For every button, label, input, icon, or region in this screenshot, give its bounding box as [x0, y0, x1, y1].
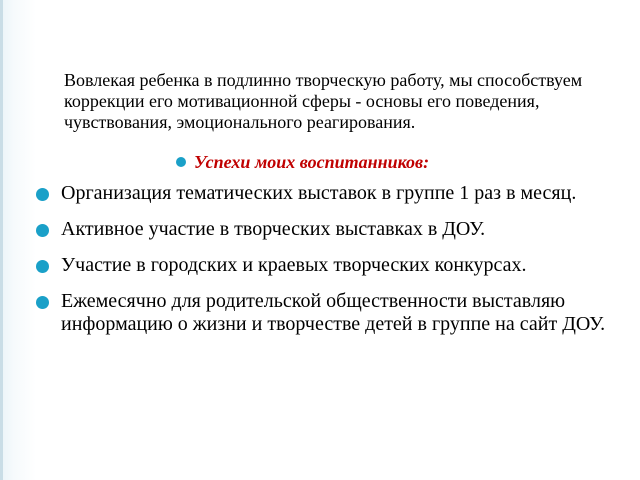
list-item-text: Участие в городских и краевых творческих конкурсах.	[61, 254, 527, 276]
list-item	[36, 182, 616, 205]
bullet-icon	[36, 224, 49, 237]
list-item	[36, 290, 616, 336]
bullet-icon	[176, 157, 186, 167]
list-item	[36, 254, 616, 277]
heading-text: Успехи моих воспитанников:	[194, 152, 430, 172]
intro-text: Вовлекая ребенка в подлинно творческую работу, мы способствуем коррекции его мотивационной сферы - основы его поведения, чувствования, эмоционального реагирования.	[64, 70, 583, 132]
bullet-icon	[36, 188, 49, 201]
list-item-text: Ежемесячно для родительской общественности выставляю информацию о жизни и творчестве детей в группе на сайт ДОУ.	[61, 290, 606, 335]
achievements-heading	[0, 151, 640, 173]
list-item-text: Организация тематических выставок в группе 1 раз в месяц.	[61, 182, 577, 204]
slide-left-edge	[0, 0, 3, 480]
bullet-icon	[36, 260, 49, 273]
achievements-list	[36, 182, 616, 349]
intro-paragraph	[64, 70, 620, 133]
list-item-text: Активное участие в творческих выставках в ДОУ.	[61, 218, 486, 240]
bullet-icon	[36, 296, 49, 309]
list-item	[36, 218, 616, 241]
